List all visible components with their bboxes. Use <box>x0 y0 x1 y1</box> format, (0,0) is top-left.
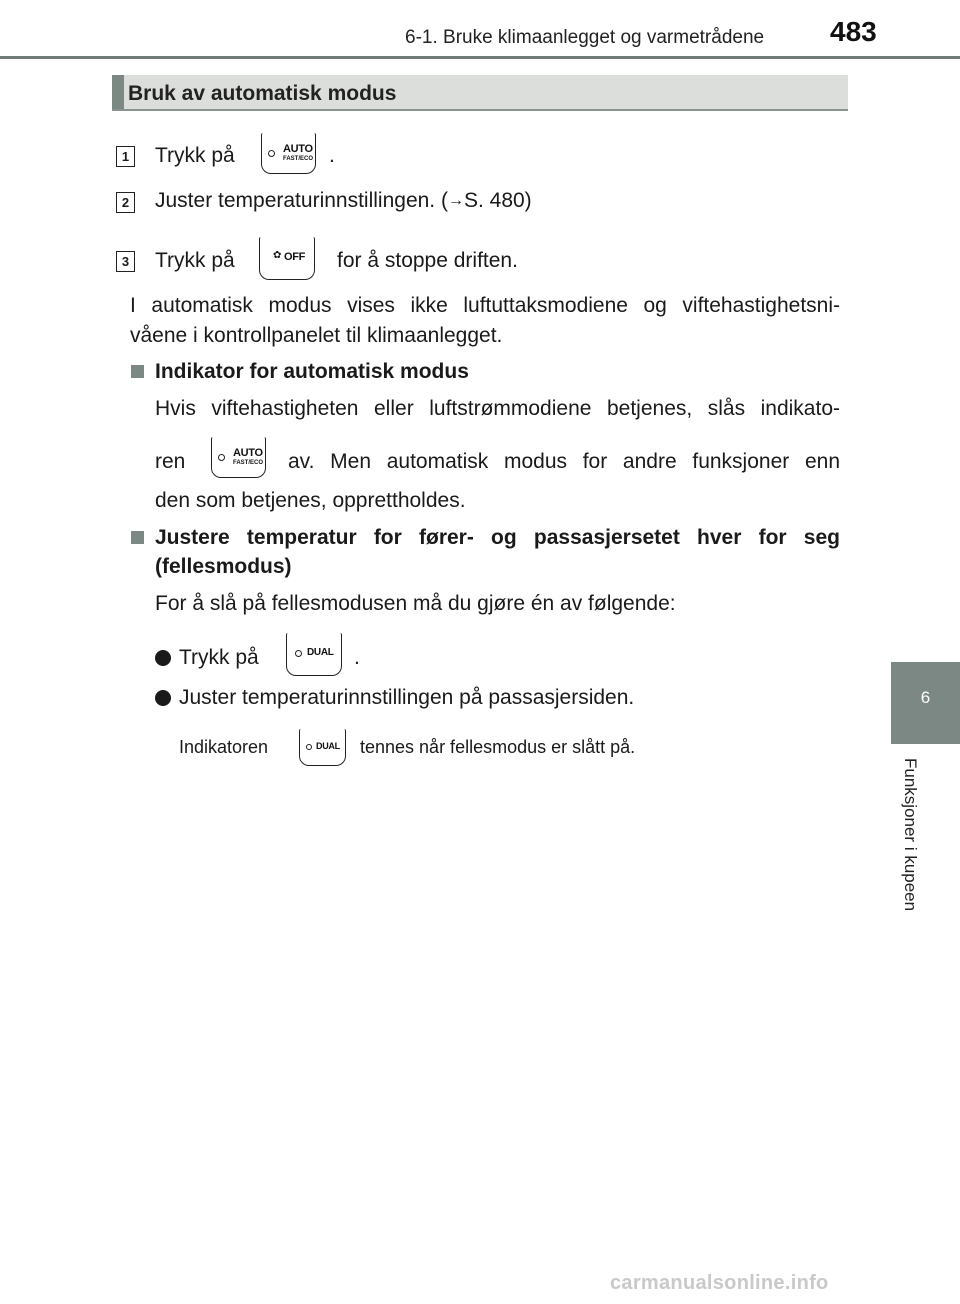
header-title: 6-1. Bruke klimaanlegget og varmetrådene <box>405 27 765 48</box>
step-2-text: Juster temperaturinnstillingen. (→S. 480) <box>155 189 532 212</box>
dual-bullet-1-text: Trykk på <box>179 646 259 669</box>
dual-heading-line-1: Justere temperatur for fører- og passasjersetet hver for seg <box>155 526 840 549</box>
dual-button-label: DUAL <box>307 647 334 658</box>
step-number-1: 1 <box>116 146 135 167</box>
step-3-text: Trykk på <box>155 249 235 272</box>
auto-button-icon <box>261 133 316 174</box>
auto-button-label-2: AUTO <box>233 447 263 459</box>
section-heading-bar <box>112 75 848 111</box>
auto-button-label: AUTO <box>283 143 313 155</box>
dual-button-icon-2 <box>299 729 346 766</box>
round-bullet-icon-1 <box>155 650 171 666</box>
fan-icon: ✿ <box>273 250 282 261</box>
step-number-2: 2 <box>116 192 135 213</box>
off-button-label: OFF <box>284 251 306 263</box>
round-bullet-icon-2 <box>155 690 171 706</box>
dual-button-icon <box>286 633 342 676</box>
dual-bullet-2-text: Juster temperaturinnstillingen på passasjersiden. <box>179 686 635 709</box>
reference-arrow-icon: → <box>447 192 464 209</box>
indicator-line-2-start: ren <box>155 450 186 473</box>
step-3-text-after: for å stoppe driften. <box>337 249 518 272</box>
step-1-period: . <box>329 144 335 167</box>
header-rule <box>0 56 960 59</box>
step-1-text: Trykk på <box>155 144 235 167</box>
square-bullet-icon <box>131 365 144 378</box>
square-bullet-icon-2 <box>131 531 144 544</box>
dual-note-end: tennes når fellesmodus er slått på. <box>360 737 636 757</box>
indicator-line-2-end: av. Men automatisk modus for andre funksjoner enn <box>288 450 840 473</box>
auto-button-sublabel: FAST/ECO <box>283 156 314 162</box>
indicator-line-1: Hvis viftehastigheten eller luftstrømmodiene betjenes, slås indikato- <box>155 397 840 420</box>
chapter-label: Funksjoner i kupeen <box>901 758 920 912</box>
auto-button-sublabel-2: FAST/ECO <box>233 460 264 466</box>
intro-line-2: våene i kontrollpanelet til klimaanlegget. <box>130 324 503 347</box>
section-accent <box>112 75 124 109</box>
section-title: Bruk av automatisk modus <box>128 82 397 105</box>
indicator-line-3: den som betjenes, opprettholdes. <box>155 489 466 512</box>
auto-button-icon-2 <box>211 437 266 478</box>
page-header <box>0 0 960 60</box>
page-reference[interactable]: S. 480) <box>463 189 532 212</box>
intro-line-1: I automatisk modus vises ikke luftuttaksmodiene og viftehastighetsni- <box>130 294 840 317</box>
dual-bullet-1-period: . <box>354 646 360 669</box>
chapter-number: 6 <box>920 688 931 707</box>
dual-heading-line-2: (fellesmodus) <box>155 555 292 578</box>
indicator-heading: Indikator for automatisk modus <box>155 360 469 383</box>
watermark: carmanualsonline.info <box>610 1272 829 1294</box>
fan-off-button-icon <box>259 237 315 280</box>
dual-button-label-2: DUAL <box>316 741 340 751</box>
chapter-tab[interactable] <box>891 662 960 744</box>
page-number: 483 <box>830 16 877 47</box>
dual-intro: For å slå på fellesmodusen må du gjøre én av følgende: <box>155 592 676 615</box>
step-number-3: 3 <box>116 251 135 272</box>
dual-note-start: Indikatoren <box>179 737 269 757</box>
